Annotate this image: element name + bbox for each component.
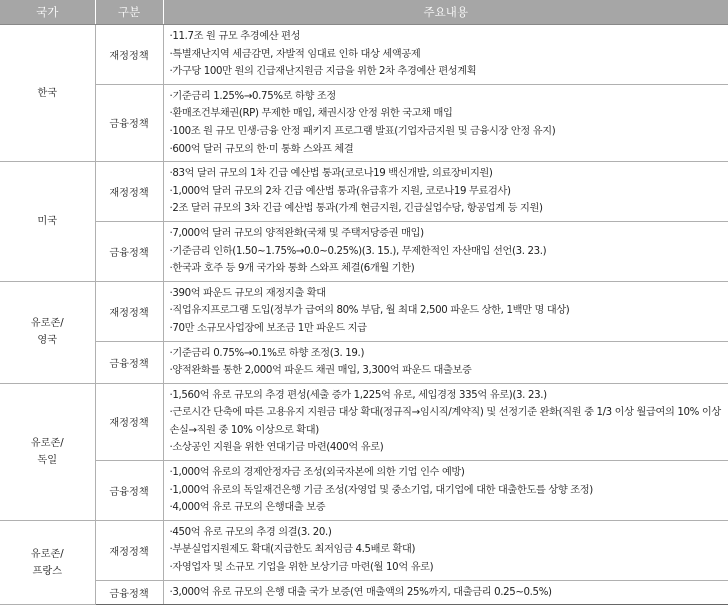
category-cell: 재정정책 bbox=[95, 281, 163, 341]
list-item: ·7,000억 달러 규모의 양적완화(국채 및 주택저당증권 매입) bbox=[169, 227, 424, 239]
list-item: ·부분실업지원제도 확대(지급한도 최저임금 4.5배로 확대) bbox=[169, 544, 416, 556]
list-item: ·70만 소규모사업장에 보조금 1만 파운드 지급 bbox=[169, 322, 367, 334]
list-item: ·3,000억 유로 규모의 은행 대출 국가 보증(연 매출액의 25%까지, 대출금리 0.25~0.5%) bbox=[169, 586, 552, 598]
table-row bbox=[0, 25, 728, 85]
list-item: ·자영업자 및 소규모 기업을 위한 보상기금 마련(월 10억 유로) bbox=[169, 562, 434, 574]
country-cell: 유로존/ 영국 bbox=[0, 281, 95, 383]
category-cell: 금융정책 bbox=[95, 461, 163, 521]
list-item: ·1,000억 유로의 경제안정자금 조성(외국자본에 의한 기업 인수 예방) bbox=[169, 467, 465, 479]
content-cell bbox=[163, 341, 728, 383]
list-item: ·2조 달러 규모의 3차 긴급 예산법 통과(가계 현금지원, 긴급실업수당, 항공업계 등 지원) bbox=[169, 203, 543, 215]
country-cell: 유로존/ 프랑스 bbox=[0, 520, 95, 604]
category-cell: 재정정책 bbox=[95, 162, 163, 222]
content-cell bbox=[163, 383, 728, 460]
list-item: ·기준금리 1.25%→0.75%로 하향 조정 bbox=[169, 90, 336, 102]
list-item: ·100조 원 규모 민생·금융 안정 패키지 프로그램 발표(기업자금지원 및 금융시장 안정 유지) bbox=[169, 125, 556, 137]
header-content: 주요내용 bbox=[163, 0, 728, 25]
list-item: ·한국과 호주 등 9개 국가와 통화 스와프 체결(6개월 기한) bbox=[169, 263, 415, 275]
content-cell bbox=[163, 580, 728, 605]
content-cell bbox=[163, 221, 728, 281]
table-row bbox=[0, 84, 728, 161]
list-item: ·450억 유로 규모의 추경 의결(3. 20.) bbox=[169, 526, 332, 538]
content-cell bbox=[163, 162, 728, 222]
country-cell: 유로존/ 독일 bbox=[0, 383, 95, 520]
category-cell: 금융정책 bbox=[95, 221, 163, 281]
content-cell bbox=[163, 520, 728, 580]
country-cell: 한국 bbox=[0, 25, 95, 162]
header-category: 구분 bbox=[95, 0, 163, 25]
table-row bbox=[0, 461, 728, 521]
content-cell bbox=[163, 84, 728, 161]
category-cell: 재정정책 bbox=[95, 520, 163, 580]
list-item: ·기준금리 0.75%→0.1%로 하향 조정(3. 19.) bbox=[169, 347, 365, 359]
list-item: ·양적완화를 통한 2,000억 파운드 채권 매입, 3,300억 파운드 대출보증 bbox=[169, 365, 472, 377]
header-country: 국가 bbox=[0, 0, 95, 25]
table-row bbox=[0, 580, 728, 605]
list-item: ·특별재난지역 세금감면, 자발적 임대료 인하 대상 세액공제 bbox=[169, 48, 421, 60]
content-cell bbox=[163, 25, 728, 85]
list-item: ·가구당 100만 원의 긴급재난지원금 지급을 위한 2차 추경예산 편성계획 bbox=[169, 66, 477, 78]
table-row bbox=[0, 281, 728, 341]
category-cell: 금융정책 bbox=[95, 341, 163, 383]
header-row bbox=[0, 0, 728, 25]
table-row bbox=[0, 162, 728, 222]
content-cell bbox=[163, 461, 728, 521]
list-item: ·소상공인 지원을 위한 연대기금 마련(400억 유로) bbox=[169, 442, 384, 454]
list-item: ·1,560억 유로 규모의 추경 편성(세출 증가 1,225억 유로, 세입경정 335억 유로)(3. 23.) bbox=[169, 389, 547, 401]
list-item: ·1,000억 유로의 독일재건은행 기금 조성(자영업 및 중소기업, 대기업에 대한 대출한도를 상향 조정) bbox=[169, 484, 593, 496]
category-cell: 금융정책 bbox=[95, 580, 163, 605]
table-row bbox=[0, 341, 728, 383]
list-item: ·4,000억 유로 규모의 은행대출 보증 bbox=[169, 502, 326, 514]
list-item: ·83억 달러 규모의 1차 긴급 예산법 통과(코로나19 백신개발, 의료장비지원) bbox=[169, 168, 493, 180]
table-row bbox=[0, 383, 728, 460]
country-cell: 미국 bbox=[0, 162, 95, 282]
list-item: ·환매조건부채권(RP) 무제한 매입, 채권시장 안정 위한 국고채 매입 bbox=[169, 108, 453, 120]
list-item: ·직업유지프로그램 도입(정부가 급여의 80% 부담, 월 최대 2,500 파운드 상한, 1백만 명 대상) bbox=[169, 305, 570, 317]
category-cell: 재정정책 bbox=[95, 383, 163, 460]
list-item: ·11.7조 원 규모 추경예산 편성 bbox=[169, 31, 301, 42]
list-item: ·390억 파운드 규모의 재정지출 확대 bbox=[169, 287, 326, 299]
table-row bbox=[0, 520, 728, 580]
category-cell: 재정정책 bbox=[95, 25, 163, 85]
list-item: ·근로시간 단축에 따른 고용유지 지원금 대상 확대(정규직→임시직/계약직) 및 선정기준 완화(직원 중 1/3 이상 월급여의 10% 이상 손실→직원 중 10% 이상으로 확대) bbox=[169, 407, 721, 436]
table-row bbox=[0, 221, 728, 281]
list-item: ·600억 달러 규모의 한·미 통화 스와프 체결 bbox=[169, 143, 354, 155]
list-item: ·1,000억 달러 규모의 2차 긴급 예산법 통과(유급휴가 지원, 코로나19 무료검사) bbox=[169, 185, 511, 197]
list-item: ·기준금리 인하(1.50~1.75%→0.0~0.25%)(3. 15.), 무제한적인 자산매입 선언(3. 23.) bbox=[169, 245, 547, 257]
content-cell bbox=[163, 281, 728, 341]
category-cell: 금융정책 bbox=[95, 84, 163, 161]
